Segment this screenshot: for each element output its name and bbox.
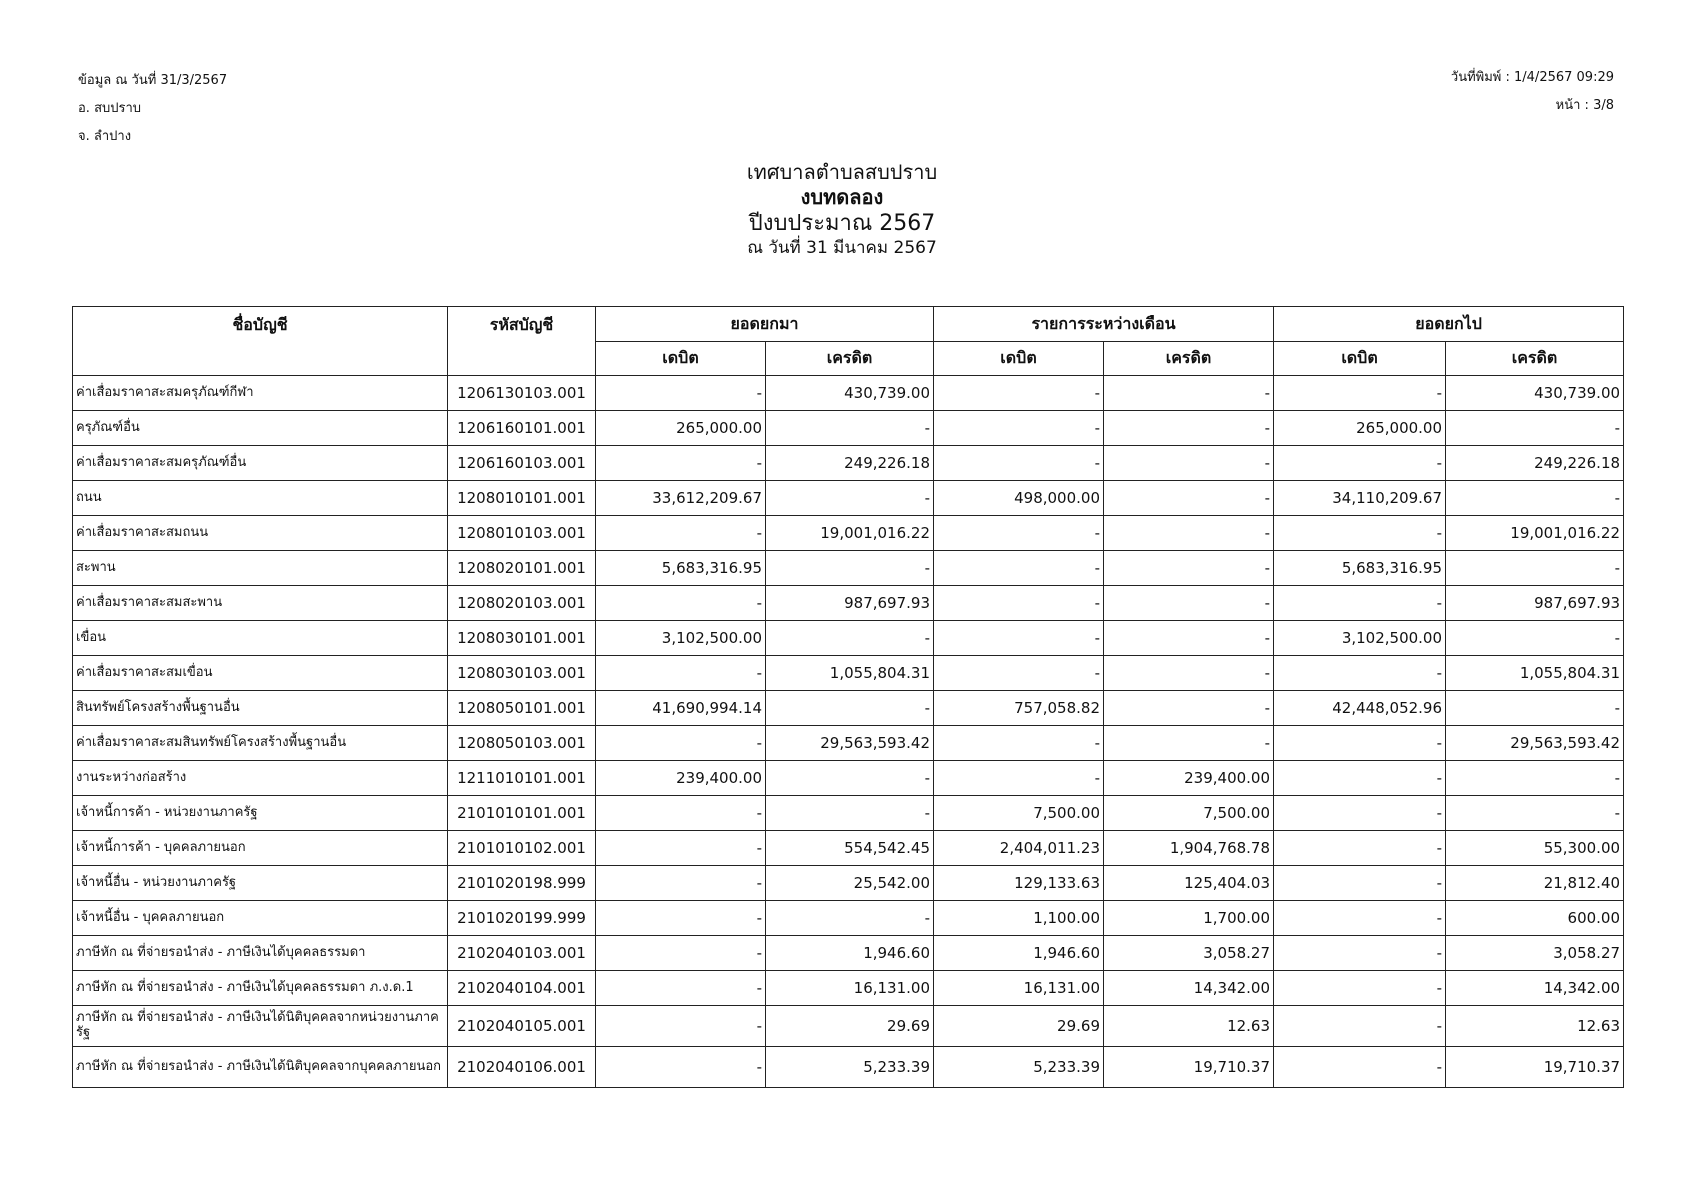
account-name-cell: เขื่อน [73,621,448,656]
cf-debit-cell: 5,683,316.95 [1274,551,1446,586]
cf-debit-cell: - [1274,761,1446,796]
month-debit-cell: - [934,516,1104,551]
bf-debit-cell: - [596,796,766,831]
cf-credit-cell: 14,342.00 [1446,971,1624,1006]
bf-credit-cell: 554,542.45 [766,831,934,866]
bf-credit-cell: - [766,901,934,936]
bf-debit-cell: - [596,1047,766,1088]
bf-credit-cell: - [766,411,934,446]
cf-credit-cell: 600.00 [1446,901,1624,936]
account-code-cell: 2102040105.001 [448,1006,596,1047]
table-row [73,621,1624,656]
header-cf-debit: เดบิต [1274,342,1446,376]
cf-debit-cell: - [1274,866,1446,901]
account-name-cell: ค่าเสื่อมราคาสะสมครุภัณฑ์กีฬา [73,376,448,411]
district: อ. สบปราบ [78,101,142,116]
account-name-cell: ภาษีหัก ณ ที่จ่ายรอนำส่ง - ภาษีเงินได้บุคคลธรรมดา [73,936,448,971]
cf-credit-cell: - [1446,411,1624,446]
bf-credit-cell: 16,131.00 [766,971,934,1006]
month-credit-cell: 239,400.00 [1104,761,1274,796]
cf-credit-cell: - [1446,761,1624,796]
bf-debit-cell: - [596,516,766,551]
report-meta-left [78,67,227,151]
month-credit-cell: - [1104,411,1274,446]
header-bf-credit: เครดิต [766,342,934,376]
bf-debit-cell: - [596,866,766,901]
header-account-name: ชื่อบัญชี [73,307,448,376]
cf-debit-cell: - [1274,796,1446,831]
account-code-cell: 1206160101.001 [448,411,596,446]
cf-credit-cell: 21,812.40 [1446,866,1624,901]
bf-debit-cell: - [596,901,766,936]
cf-credit-cell: 19,001,016.22 [1446,516,1624,551]
table-row [73,551,1624,586]
account-code-cell: 2101020198.999 [448,866,596,901]
table-row [73,516,1624,551]
table-row [73,971,1624,1006]
bf-debit-cell: - [596,586,766,621]
bf-credit-cell: 29.69 [766,1006,934,1047]
header-month-credit: เครดิต [1104,342,1274,376]
account-name-cell: ค่าเสื่อมราคาสะสมเขื่อน [73,656,448,691]
cf-debit-cell: - [1274,726,1446,761]
cf-debit-cell: - [1274,516,1446,551]
as-of-date: ณ วันที่ 31 มีนาคม 2567 [747,237,937,258]
month-debit-cell: - [934,656,1104,691]
account-code-cell: 2102040104.001 [448,971,596,1006]
bf-debit-cell: - [596,446,766,481]
bf-debit-cell: 265,000.00 [596,411,766,446]
month-debit-cell: - [934,761,1104,796]
month-credit-cell: 14,342.00 [1104,971,1274,1006]
bf-credit-cell: - [766,621,934,656]
header-carried-forward: ยอดยกไป [1274,307,1624,342]
bf-debit-cell: - [596,831,766,866]
bf-debit-cell: - [596,971,766,1006]
bf-credit-cell: - [766,481,934,516]
bf-debit-cell: 239,400.00 [596,761,766,796]
bf-debit-cell: - [596,936,766,971]
account-name-cell: ค่าเสื่อมราคาสะสมสะพาน [73,586,448,621]
month-debit-cell: 7,500.00 [934,796,1104,831]
account-name-cell: เจ้าหนี้อื่น - บุคคลภายนอก [73,901,448,936]
month-debit-cell: - [934,621,1104,656]
bf-credit-cell: 1,946.60 [766,936,934,971]
report-title: งบทดลอง [800,185,884,209]
account-name-cell: งานระหว่างก่อสร้าง [73,761,448,796]
account-name-cell: เจ้าหนี้การค้า - บุคคลภายนอก [73,831,448,866]
header-bf-debit: เดบิต [596,342,766,376]
report-meta-right [1451,64,1614,120]
account-name-cell: เจ้าหนี้อื่น - หน่วยงานภาครัฐ [73,866,448,901]
cf-debit-cell: - [1274,446,1446,481]
cf-debit-cell: - [1274,586,1446,621]
bf-credit-cell: 249,226.18 [766,446,934,481]
table-row [73,481,1624,516]
bf-credit-cell: - [766,551,934,586]
cf-debit-cell: 265,000.00 [1274,411,1446,446]
account-code-cell: 2101020199.999 [448,901,596,936]
month-debit-cell: 1,946.60 [934,936,1104,971]
table-row [73,446,1624,481]
month-debit-cell: - [934,586,1104,621]
month-debit-cell: - [934,376,1104,411]
bf-debit-cell: - [596,726,766,761]
cf-credit-cell: 3,058.27 [1446,936,1624,971]
account-code-cell: 1206160103.001 [448,446,596,481]
month-credit-cell: - [1104,691,1274,726]
account-code-cell: 1208050103.001 [448,726,596,761]
table-row [73,1006,1624,1047]
cf-credit-cell: 987,697.93 [1446,586,1624,621]
cf-credit-cell: 249,226.18 [1446,446,1624,481]
header-month-debit: เดบิต [934,342,1104,376]
month-credit-cell: 1,700.00 [1104,901,1274,936]
month-debit-cell: 498,000.00 [934,481,1104,516]
cf-debit-cell: 3,102,500.00 [1274,621,1446,656]
bf-credit-cell: - [766,796,934,831]
month-credit-cell: - [1104,586,1274,621]
account-name-cell: ภาษีหัก ณ ที่จ่ายรอนำส่ง - ภาษีเงินได้บุคคลธรรมดา ภ.ง.ด.1 [73,971,448,1006]
fiscal-year: ปีงบประมาณ 2567 [748,211,936,236]
cf-debit-cell: - [1274,1047,1446,1088]
account-code-cell: 1208010103.001 [448,516,596,551]
cf-credit-cell: 55,300.00 [1446,831,1624,866]
month-credit-cell: - [1104,446,1274,481]
cf-debit-cell: - [1274,936,1446,971]
month-credit-cell: - [1104,551,1274,586]
month-debit-cell: 16,131.00 [934,971,1104,1006]
table-row [73,761,1624,796]
month-debit-cell: - [934,726,1104,761]
table-row [73,901,1624,936]
header-brought-forward: ยอดยกมา [596,307,934,342]
table-row [73,726,1624,761]
province: จ. ลำปาง [78,129,132,144]
account-code-cell: 2101010101.001 [448,796,596,831]
header-during-month: รายการระหว่างเดือน [934,307,1274,342]
table-row [73,1047,1624,1088]
cf-credit-cell: - [1446,691,1624,726]
table-row [73,866,1624,901]
bf-credit-cell: - [766,691,934,726]
cf-credit-cell: 1,055,804.31 [1446,656,1624,691]
account-name-cell: ค่าเสื่อมราคาสะสมถนน [73,516,448,551]
table-row [73,586,1624,621]
month-credit-cell: 19,710.37 [1104,1047,1274,1088]
bf-credit-cell: 430,739.00 [766,376,934,411]
print-date: วันที่พิมพ์ : 1/4/2567 09:29 [1450,70,1614,85]
account-code-cell: 1208020101.001 [448,551,596,586]
cf-debit-cell: - [1274,831,1446,866]
cf-credit-cell: 12.63 [1446,1006,1624,1047]
cf-debit-cell: 34,110,209.67 [1274,481,1446,516]
cf-credit-cell: 430,739.00 [1446,376,1624,411]
month-credit-cell: 12.63 [1104,1006,1274,1047]
bf-debit-cell: 41,690,994.14 [596,691,766,726]
cf-credit-cell: 19,710.37 [1446,1047,1624,1088]
month-credit-cell: 1,904,768.78 [1104,831,1274,866]
account-name-cell: สะพาน [73,551,448,586]
month-credit-cell: - [1104,726,1274,761]
header-account-code: รหัสบัญชี [448,307,596,376]
cf-credit-cell: - [1446,551,1624,586]
account-code-cell: 2102040103.001 [448,936,596,971]
cf-credit-cell: - [1446,796,1624,831]
bf-debit-cell: 3,102,500.00 [596,621,766,656]
month-debit-cell: 29.69 [934,1006,1104,1047]
table-row [73,411,1624,446]
account-code-cell: 1208030103.001 [448,656,596,691]
month-credit-cell: - [1104,621,1274,656]
account-code-cell: 2102040106.001 [448,1047,596,1088]
table-row [73,691,1624,726]
month-credit-cell: - [1104,481,1274,516]
org-title: เทศบาลตำบลสบปราบ [746,160,938,184]
cf-credit-cell: - [1446,481,1624,516]
report-titles [0,160,1684,259]
bf-debit-cell: - [596,376,766,411]
month-credit-cell: 3,058.27 [1104,936,1274,971]
header-cf-credit: เครดิต [1446,342,1624,376]
month-debit-cell: - [934,446,1104,481]
month-credit-cell: 7,500.00 [1104,796,1274,831]
cf-debit-cell: - [1274,376,1446,411]
account-name-cell: สินทรัพย์โครงสร้างพื้นฐานอื่น [73,691,448,726]
month-debit-cell: - [934,411,1104,446]
bf-credit-cell: 1,055,804.31 [766,656,934,691]
month-debit-cell: 757,058.82 [934,691,1104,726]
month-credit-cell: - [1104,656,1274,691]
cf-credit-cell: 29,563,593.42 [1446,726,1624,761]
table-row [73,936,1624,971]
cf-credit-cell: - [1446,621,1624,656]
month-credit-cell: - [1104,516,1274,551]
cf-debit-cell: - [1274,901,1446,936]
bf-credit-cell: - [766,761,934,796]
month-debit-cell: 1,100.00 [934,901,1104,936]
account-name-cell: ถนน [73,481,448,516]
cf-debit-cell: - [1274,971,1446,1006]
account-code-cell: 1208030101.001 [448,621,596,656]
bf-credit-cell: 29,563,593.42 [766,726,934,761]
account-name-cell: ภาษีหัก ณ ที่จ่ายรอนำส่ง - ภาษีเงินได้นิติบุคคลจากบุคคลภายนอก [73,1047,448,1088]
account-code-cell: 1208050101.001 [448,691,596,726]
month-credit-cell: 125,404.03 [1104,866,1274,901]
bf-debit-cell: - [596,1006,766,1047]
bf-credit-cell: 987,697.93 [766,586,934,621]
month-debit-cell: 5,233.39 [934,1047,1104,1088]
month-credit-cell: - [1104,376,1274,411]
account-code-cell: 1208020103.001 [448,586,596,621]
month-debit-cell: 129,133.63 [934,866,1104,901]
table-row [73,376,1624,411]
account-name-cell: ครุภัณฑ์อื่น [73,411,448,446]
table-row [73,656,1624,691]
bf-debit-cell: - [596,656,766,691]
month-debit-cell: - [934,551,1104,586]
cf-debit-cell: - [1274,656,1446,691]
bf-credit-cell: 25,542.00 [766,866,934,901]
account-code-cell: 2101010102.001 [448,831,596,866]
bf-credit-cell: 5,233.39 [766,1047,934,1088]
table-row [73,796,1624,831]
month-debit-cell: 2,404,011.23 [934,831,1104,866]
bf-credit-cell: 19,001,016.22 [766,516,934,551]
account-code-cell: 1206130103.001 [448,376,596,411]
account-name-cell: ค่าเสื่อมราคาสะสมสินทรัพย์โครงสร้างพื้นฐานอื่น [73,726,448,761]
account-name-cell: ค่าเสื่อมราคาสะสมครุภัณฑ์อื่น [73,446,448,481]
account-name-cell: เจ้าหนี้การค้า - หน่วยงานภาครัฐ [73,796,448,831]
data-date: ข้อมูล ณ วันที่ 31/3/2567 [78,73,228,88]
bf-debit-cell: 5,683,316.95 [596,551,766,586]
page-number: หน้า : 3/8 [1555,98,1614,113]
account-code-cell: 1211010101.001 [448,761,596,796]
account-code-cell: 1208010101.001 [448,481,596,516]
table-row [73,831,1624,866]
cf-debit-cell: - [1274,1006,1446,1047]
trial-balance-table [72,306,1624,1088]
account-name-cell: ภาษีหัก ณ ที่จ่ายรอนำส่ง - ภาษีเงินได้นิติบุคคลจากหน่วยงานภาครัฐ [73,1006,448,1047]
cf-debit-cell: 42,448,052.96 [1274,691,1446,726]
bf-debit-cell: 33,612,209.67 [596,481,766,516]
